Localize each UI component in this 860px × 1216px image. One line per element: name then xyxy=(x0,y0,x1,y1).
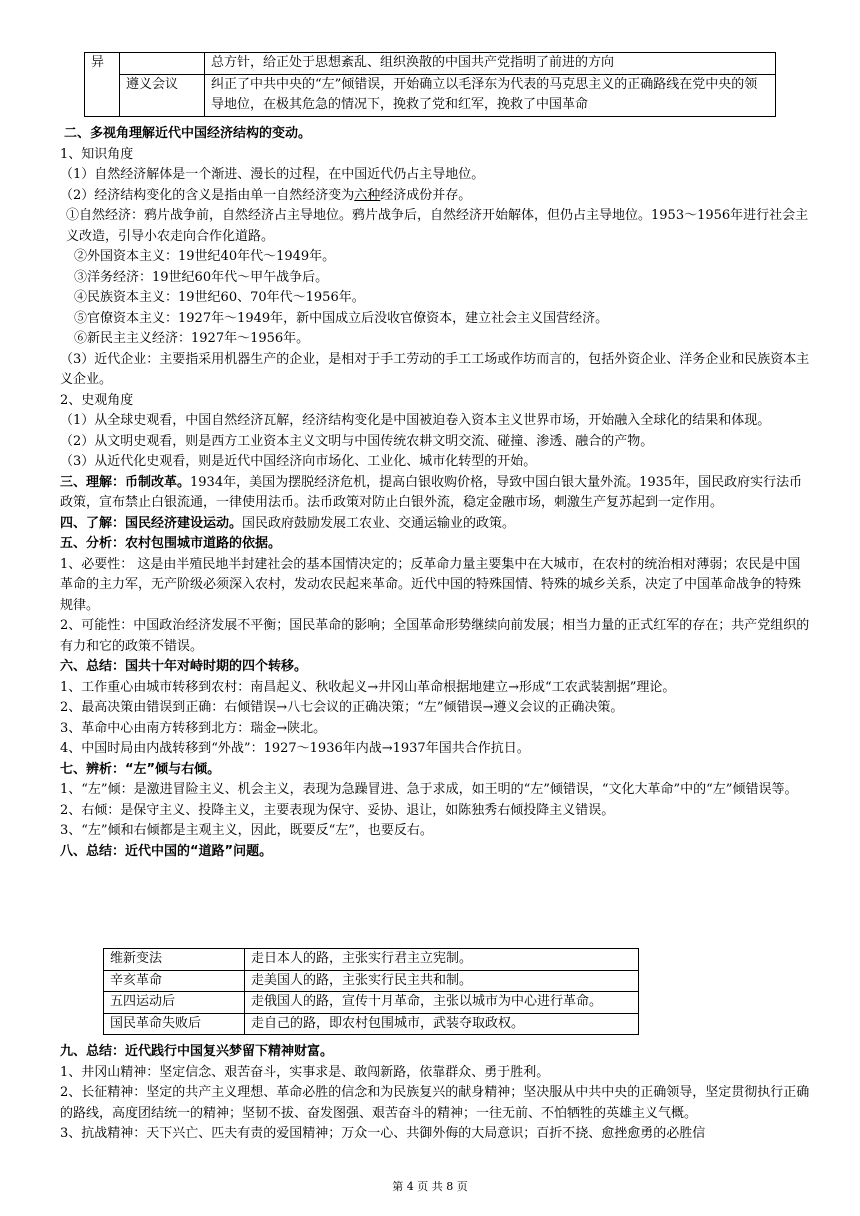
table-cell: 走俄国人的路，宣传十月革命，主张以城市为中心进行革命。 xyxy=(245,992,639,1014)
paragraph: 2、可能性：中国政治经济发展不平衡；国民革命的影响；全国革命形势继续向前发展；相当力量的正式红军的存在；共产党组织的有力和它的政策不错误。 xyxy=(60,618,810,654)
list-item: ②外国资本主义：19世纪40年代～1949年。 xyxy=(74,249,336,264)
paragraph: （3）近代企业：主要指采用机器生产的企业，是相对于手工劳动的手工工场或作坊而言的，包括外资企业、洋务企业和民族资本主义企业。 xyxy=(60,351,810,387)
table-cell: 辛亥革命 xyxy=(104,970,245,992)
paragraph: 1、工作重心由城市转移到农村：南昌起义、秋收起义→井冈山革命根据地建立→形成“工农武装割据”理论。 xyxy=(60,679,676,695)
table-cell: 维新变法 xyxy=(104,949,245,971)
paragraph: 3、抗战精神：天下兴亡、匹夫有责的爱国精神；万众一心、共御外侮的大局意识；百折不挠、愈挫愈勇的必胜信 xyxy=(60,1126,706,1141)
paragraph: （1）从全球史观看，中国自然经济瓦解，经济结构变化是中国被迫卷入资本主义世界市场，开始融入全球化的结果和体现。 xyxy=(60,413,771,428)
top-table xyxy=(84,52,776,117)
paragraph: 4、中国时局由内战转移到“外战”：1927～1936年内战→1937年国共合作抗日。 xyxy=(60,741,530,756)
section-title: 九、总结：近代践行中国复兴梦留下精神财富。 xyxy=(60,1044,334,1059)
table-cell: 走自己的路，即农村包围城市，武装夺取政权。 xyxy=(245,1013,639,1035)
roads-table xyxy=(103,948,639,1035)
paragraph xyxy=(60,473,812,514)
list-item: ⑥新民主主义经济：1927年～1956年。 xyxy=(74,331,310,346)
table-cell: 异 xyxy=(85,53,120,117)
paragraph: 1、井冈山精神：坚定信念、艰苦奋斗，实事求是、敢闯新路，依靠群众、勇于胜利。 xyxy=(60,1064,550,1080)
section-title: 三、理解：币制改革。 xyxy=(60,474,191,490)
section-title: 二、多视角理解近代中国经济结构的变动。 xyxy=(64,126,312,141)
paragraph: 1、“左”倾：是激进冒险主义、机会主义，表现为急躁冒进、急于求成，如王明的“左”倾错误，“文化大革命”中的“左”倾错误等。 xyxy=(60,782,798,797)
table-cell xyxy=(120,53,205,75)
list-item: ④民族资本主义：19世纪60、70年代～1956年。 xyxy=(74,290,365,305)
table-row xyxy=(104,970,639,992)
text: 1934年，美国为摆脱经济危机，提高白银收购价格，导致中国白银大量外流。1935年，国民政府实行法币政策，宣布禁止白银流通，一律使用法币。法币政策对防止白银外流，稳定金融市场，刺激生产复苏起到一定作用。 xyxy=(60,474,803,510)
section-title: 六、总结：国共十年对峙时期的四个转移。 xyxy=(60,659,308,674)
text: （2）经济结构变化的含义是指由单一自然经济变为 xyxy=(60,187,355,203)
section-title: 八、总结：近代中国的“道路”问题。 xyxy=(60,843,273,859)
table-cell: 纠正了中共中央的“左”倾错误，开始确立以毛泽东为代表的马克思主义的正确路线在党中央的领导地位，在极其危急的情况下，挽救了党和红军，挽救了中国革命 xyxy=(205,74,776,116)
paragraph: 3、“左”倾和右倾都是主观主义，因此，既要反“左”，也要反右。 xyxy=(60,823,433,838)
table-cell: 遵义会议 xyxy=(120,74,205,116)
paragraph xyxy=(60,186,812,207)
paragraph xyxy=(60,514,812,535)
paragraph: （2）从文明史观看，则是西方工业资本主义文明与中国传统农耕文明交流、碰撞、渗透、融合的产物。 xyxy=(60,433,654,449)
subheading: 2、史观角度 xyxy=(60,392,134,408)
paragraph: 3、革命中心由南方转移到北方：瑞金→陕北。 xyxy=(60,720,327,736)
list-item: ⑤官僚资本主义：1927年～1949年，新中国成立后没收官僚资本，建立社会主义国营经济。 xyxy=(74,310,609,326)
paragraph: 2、最高决策由错误到正确：右倾错误→八七会议的正确决策；“左”倾错误→遵义会议的正确决策。 xyxy=(60,700,624,715)
section-title: 四、了解：国民经济建设运动。 xyxy=(60,515,243,531)
paragraph: 1、必要性： 这是由半殖民地半封建社会的基本国情决定的；反革命力量主要集中在大城市，在农村的统治相对薄弱；农民是中国革命的主力军，无产阶级必须深入农村，发动农民起来革命。近代中国的特殊国情、特殊的城乡关系，决定了中国革命战争的特殊规律。 xyxy=(60,556,802,613)
document-body-continued xyxy=(60,1042,812,1145)
list-item: ①自然经济：鸦片战争前，自然经济占主导地位。鸦片战争后，自然经济开始解体，但仍占主导地位。1953～1956年进行社会主义改造，引导小农走向合作化道路。 xyxy=(66,208,809,244)
document-body xyxy=(60,124,812,862)
table-cell: 总方针，给正处于思想紊乱、组织涣散的中国共产党指明了前进的方向 xyxy=(205,53,776,75)
table-cell: 走日本人的路，主张实行君主立宪制。 xyxy=(245,949,639,971)
table-row xyxy=(104,992,639,1014)
table-row xyxy=(85,74,776,116)
table-row xyxy=(104,1013,639,1035)
table-row xyxy=(104,949,639,971)
table-cell: 五四运动后 xyxy=(104,992,245,1014)
paragraph: 2、右倾：是保守主义、投降主义，主要表现为保守、妥协、退让，如陈独秀右倾投降主义错误。 xyxy=(60,802,615,818)
subheading: 1、知识角度 xyxy=(60,146,134,162)
underlined-text: 六种 xyxy=(354,187,381,203)
paragraph: 2、长征精神：坚定的共产主义理想、革命必胜的信念和为民族复兴的献身精神；坚决服从中共中央的正确领导，坚定贯彻执行正确的路线，高度团结统一的精神；坚韧不拔、奋发图强、艰苦奋斗的精神；一往无前、不怕牺牲的英雄主义气概。 xyxy=(60,1085,810,1121)
paragraph: （3）从近代化史观看，则是近代中国经济向市场化、工业化、城市化转型的开始。 xyxy=(60,454,537,469)
text: 经济成份并存。 xyxy=(380,187,472,203)
table-cell: 走美国人的路，主张实行民主共和制。 xyxy=(245,970,639,992)
table-row xyxy=(85,53,776,75)
paragraph: （1）自然经济解体是一个渐进、漫长的过程，在中国近代仍占主导地位。 xyxy=(60,167,485,182)
page-footer: 第 4 页 共 8 页 xyxy=(392,1180,468,1193)
text: 国民政府鼓励发展工农业、交通运输业的政策。 xyxy=(242,515,516,531)
table-cell: 国民革命失败后 xyxy=(104,1013,245,1035)
section-title: 五、分析：农村包围城市道路的依据。 xyxy=(60,536,282,551)
section-title: 七、辨析：“左”倾与右倾。 xyxy=(60,761,221,777)
list-item: ③洋务经济：19世纪60年代～甲午战争后。 xyxy=(74,269,329,285)
